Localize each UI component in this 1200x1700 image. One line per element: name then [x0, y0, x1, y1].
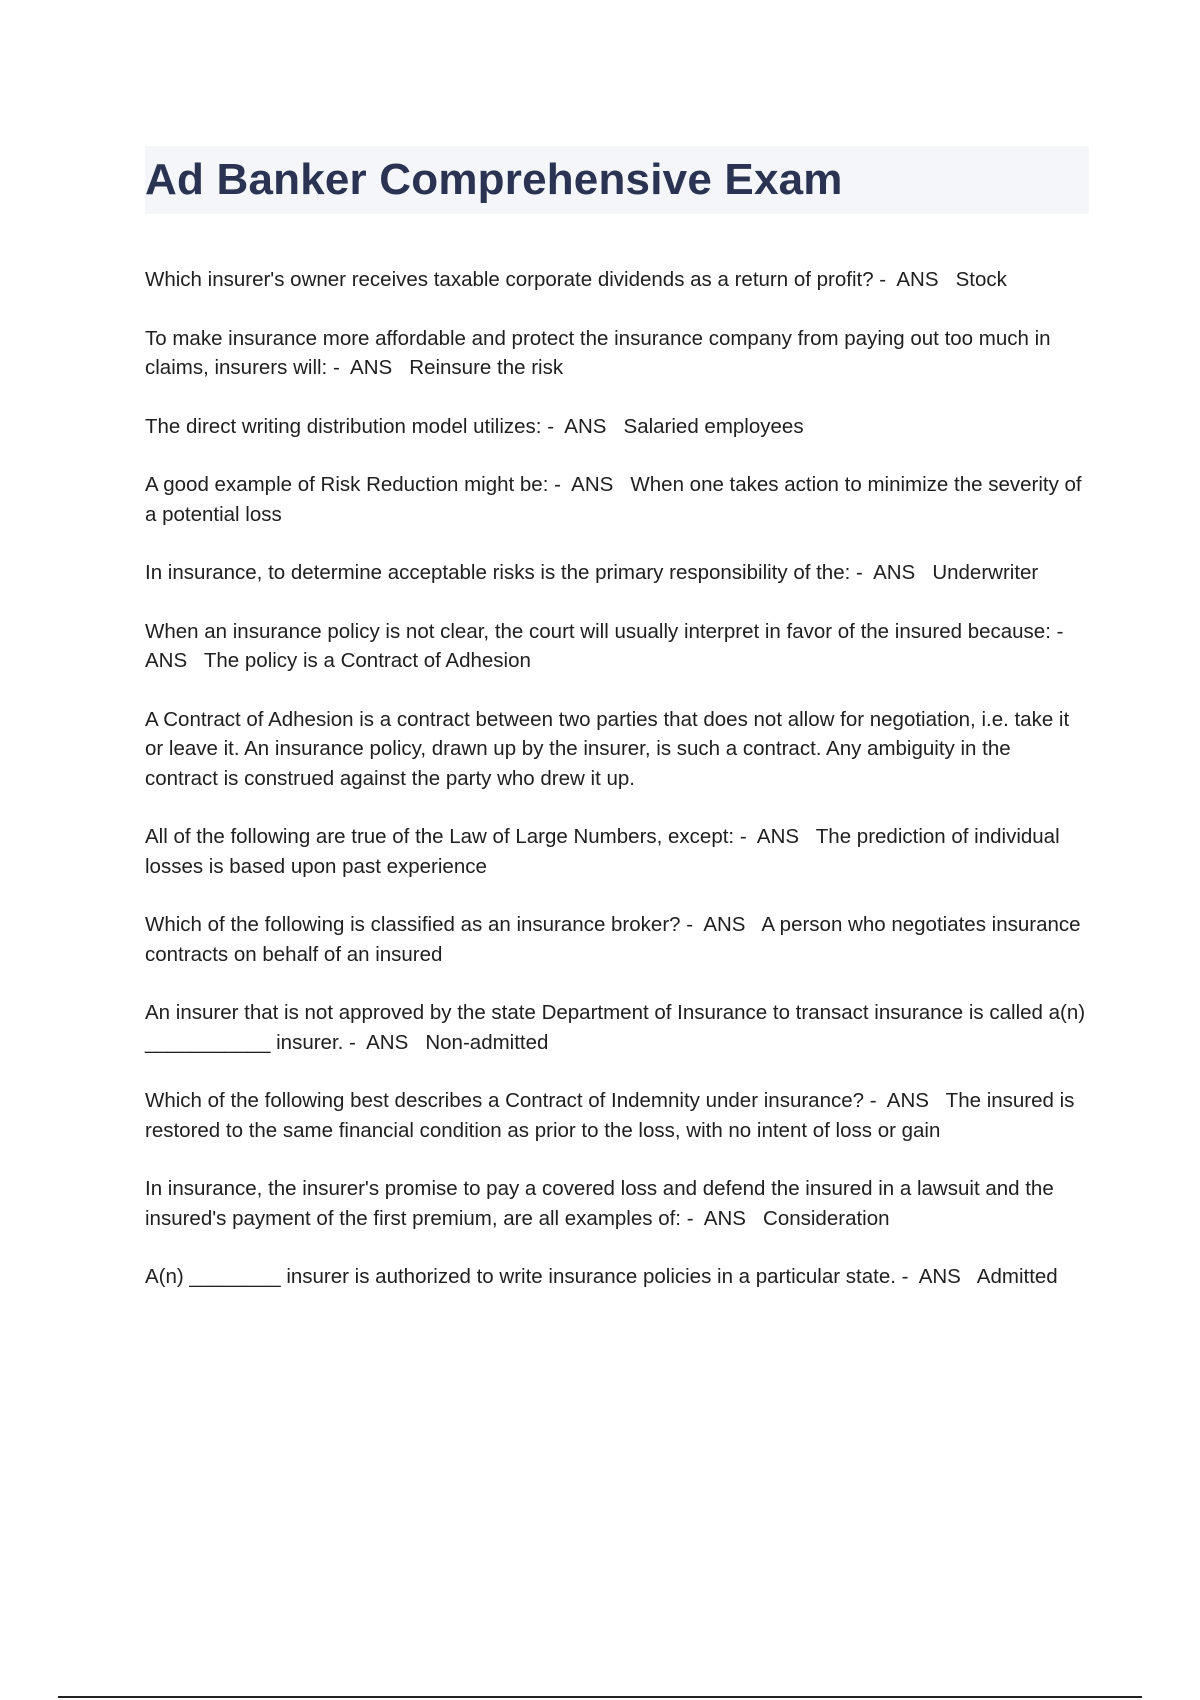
qa-item-10: An insurer that is not approved by the state Department of Insurance to transact insurance is called a(n) ___________ insurer. - ANS Non-admitted: [145, 1001, 1091, 1054]
page-bottom-rule: [58, 1696, 1142, 1698]
qa-item-12: In insurance, the insurer's promise to pay a covered loss and defend the insured in a lawsuit and the insured's payment of the first premium, are all examples of: - ANS Consideration: [145, 1177, 1060, 1230]
qa-item-4: A good example of Risk Reduction might be: - ANS When one takes action to minimize the severity of a potential loss: [145, 473, 1088, 526]
qa-item-2: To make insurance more affordable and protect the insurance company from paying out too much in claims, insurers will: - ANS Reinsure the risk: [145, 326, 1057, 379]
qa-item-5: In insurance, to determine acceptable risks is the primary responsibility of the: - ANS Underwriter: [145, 561, 1039, 584]
title-band: [145, 146, 1089, 214]
qa-item-3: The direct writing distribution model utilizes: - ANS Salaried employees: [145, 414, 804, 438]
document-title: Ad Banker Comprehensive Exam: [145, 155, 843, 204]
qa-item-9: Which of the following is classified as an insurance broker? - ANS A person who negotiates insurance contracts on behalf of an insured: [145, 913, 1087, 966]
qa-item-11: Which of the following best describes a Contract of Indemnity under insurance? - ANS The insured is restored to the same financial condition as prior to the loss, with no intent of loss or gain: [145, 1089, 1081, 1142]
qa-item-7: A Contract of Adhesion is a contract between two parties that does not allow for negotiation, i.e. take it or leave it. An insurance policy, drawn up by the insurer, is such a contract. Any ambiguity in the contract is construed against the party who drew it up.: [145, 707, 1075, 790]
qa-item-8: All of the following are true of the Law of Large Numbers, except: - ANS The prediction of individual losses is based upon past experience: [145, 825, 1066, 878]
qa-item-1: Which insurer's owner receives taxable corporate dividends as a return of profit? - ANS Stock: [145, 268, 1007, 291]
qa-item-6: When an insurance policy is not clear, the court will usually interpret in favor of the insured because: - ANS The policy is a Contract of Adhesion: [145, 619, 1074, 672]
qa-item-13: A(n) ________ insurer is authorized to write insurance policies in a particular state. - ANS Admitted: [145, 1265, 1058, 1288]
qa-list: [145, 265, 1089, 1321]
